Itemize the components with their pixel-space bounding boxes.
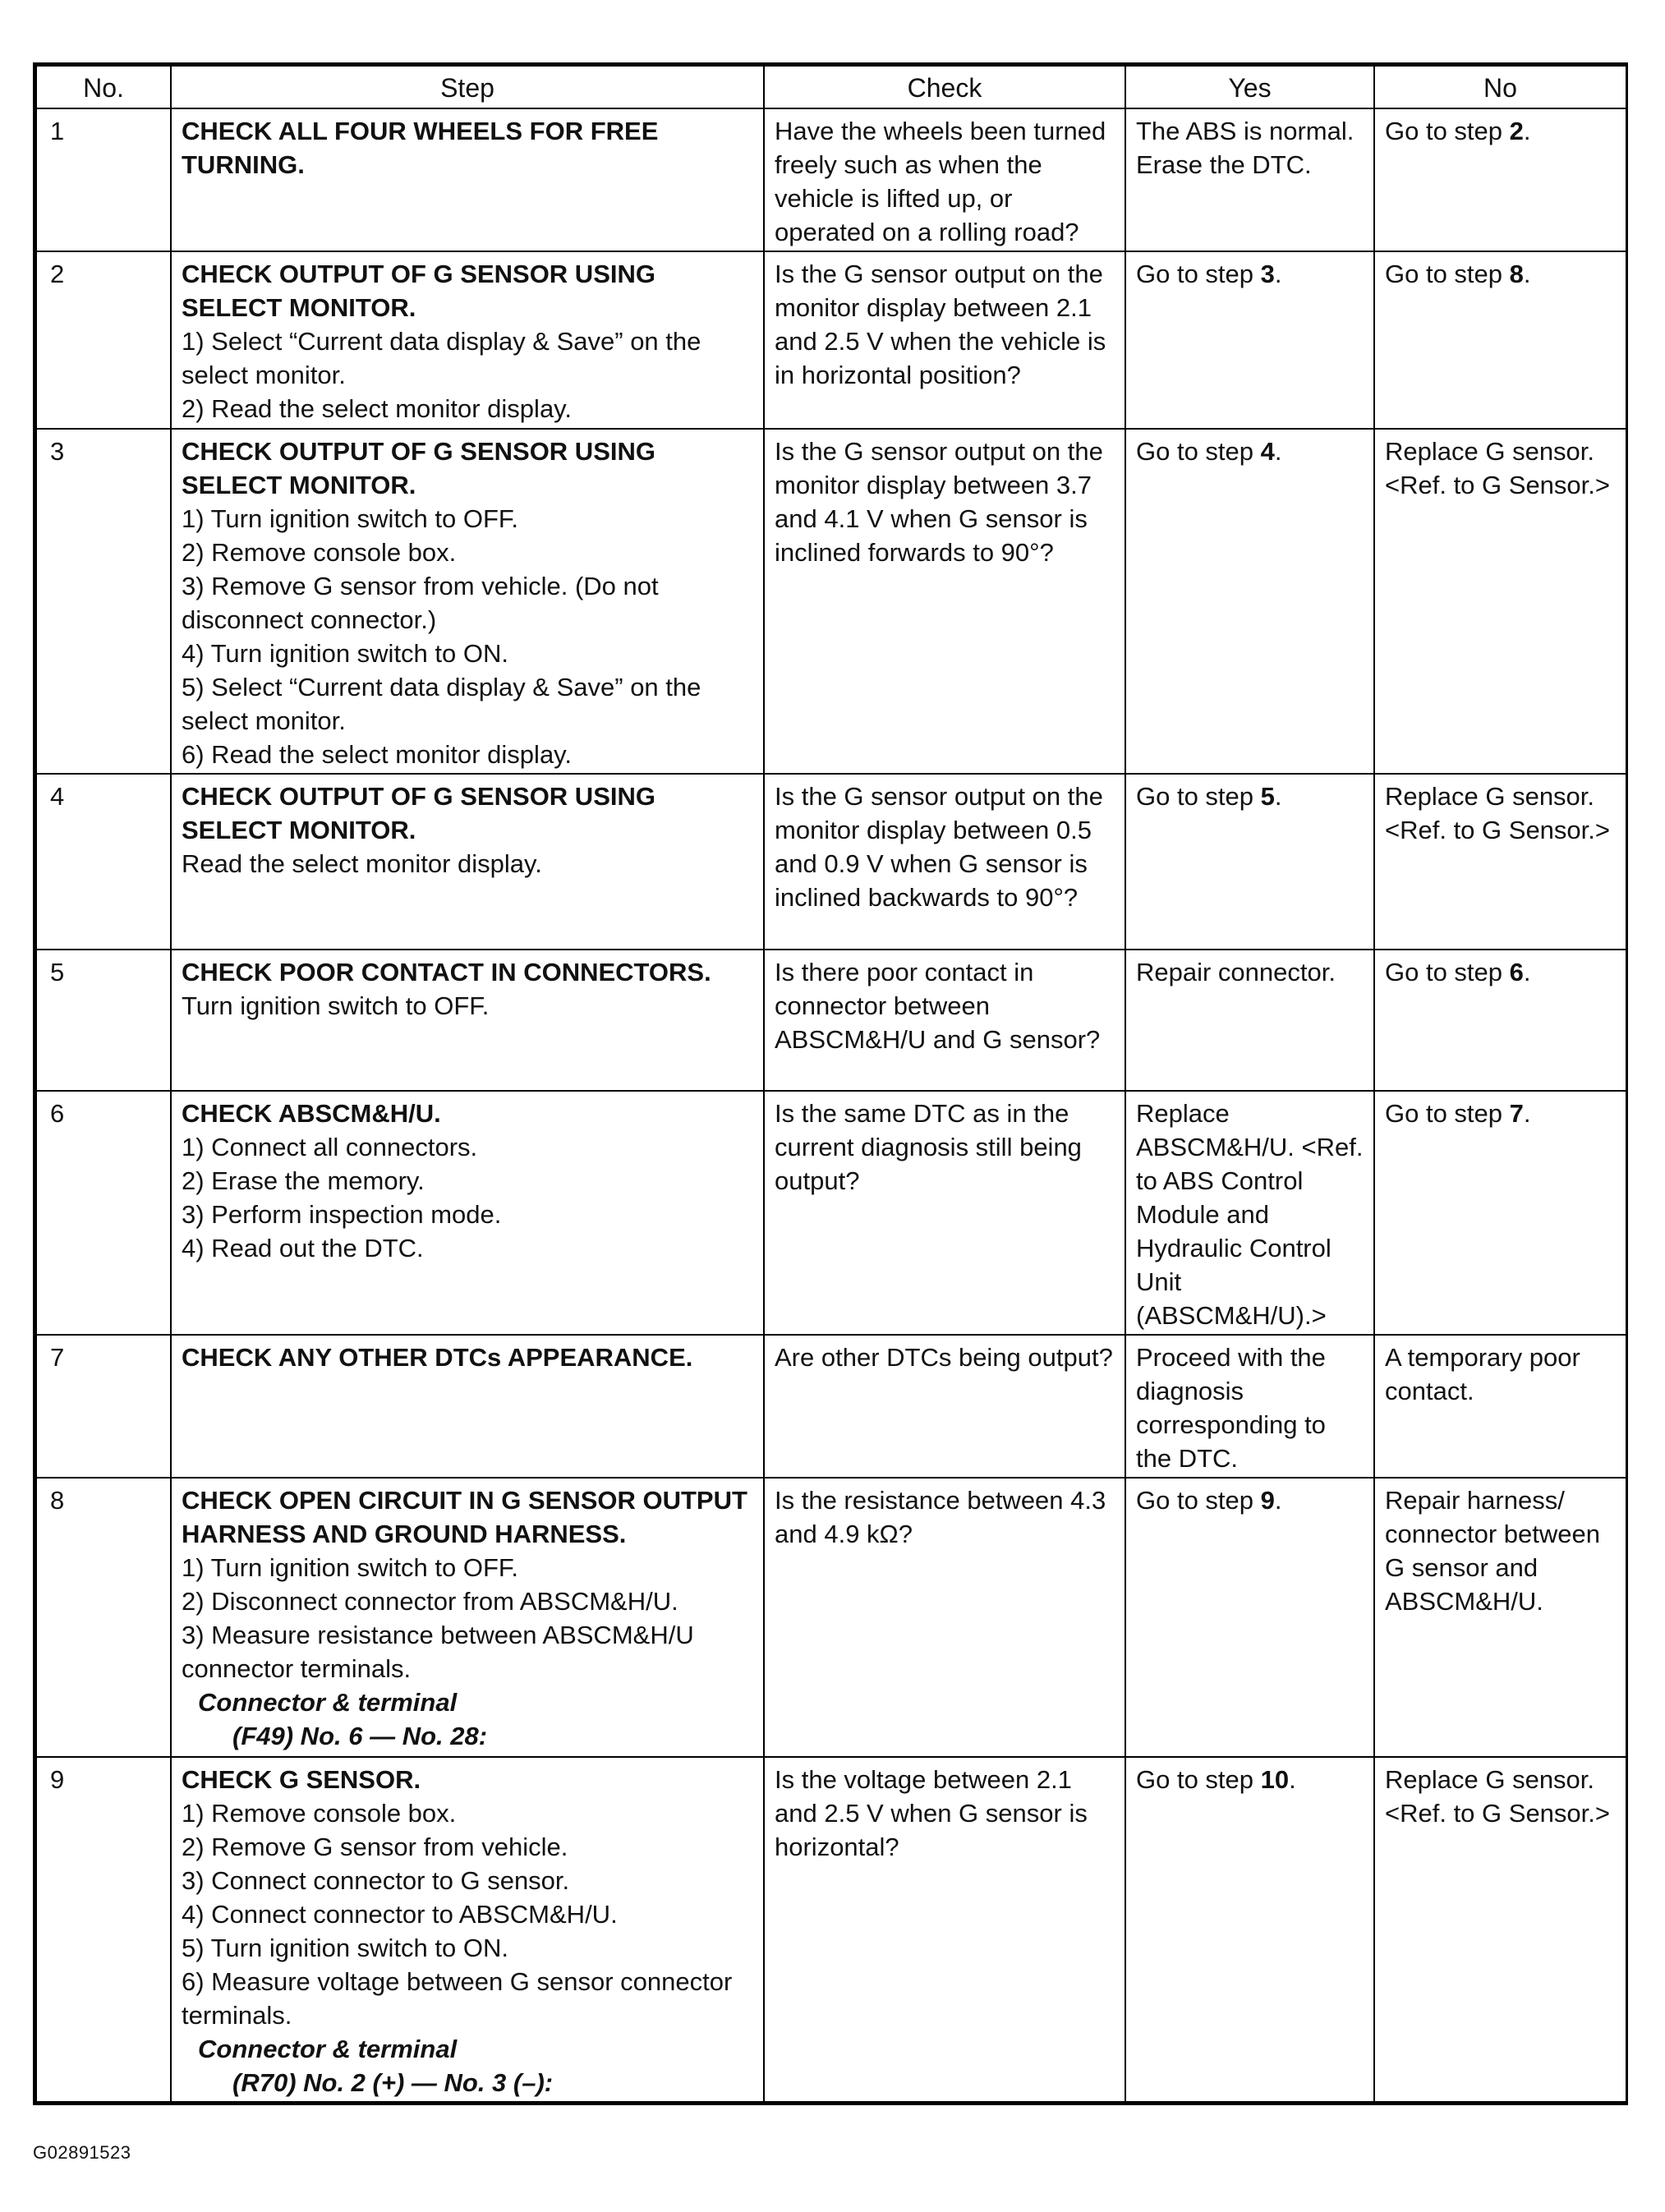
check-question: Is there poor contact in connector between ABSCM&H/U and G sensor? (764, 950, 1125, 1091)
no-action: Repair harness/ connector between G sensor and ABSCM&H/U. (1374, 1478, 1626, 1757)
no-action: A temporary poor contact. (1374, 1335, 1626, 1478)
yes-action: Go to step 5. (1125, 774, 1374, 950)
yes-action: Go to step 10. (1125, 1757, 1374, 2102)
yes-action: Go to step 9. (1125, 1478, 1374, 1757)
check-question: Have the wheels been turned freely such as when the vehicle is lifted up, or operated on a rolling road? (764, 108, 1125, 251)
step-instruction: 2) Disconnect connector from ABSCM&H/U. (182, 1587, 678, 1616)
table-row (36, 108, 1626, 251)
step-cell (171, 1478, 764, 1757)
step-title: CHECK OUTPUT OF G SENSOR USING SELECT MONITOR. (182, 260, 655, 322)
step-instruction: 4) Read out the DTC. (182, 1234, 424, 1262)
step-number: 4 (36, 774, 171, 950)
step-instruction: 1) Connect all connectors. (182, 1133, 478, 1161)
check-question: Is the G sensor output on the monitor display between 0.5 and 0.9 V when G sensor is inclined backwards to 90°? (764, 774, 1125, 950)
step-number: 5 (36, 950, 171, 1091)
column-header-step: Step (171, 66, 764, 108)
yes-action: Proceed with the diagnosis corresponding to the DTC. (1125, 1335, 1374, 1478)
check-question: Is the G sensor output on the monitor display between 3.7 and 4.1 V when G sensor is inclined forwards to 90°? (764, 429, 1125, 774)
column-header-no: No. (36, 66, 171, 108)
step-reference: 5 (1260, 782, 1275, 811)
step-instruction: Turn ignition switch to OFF. (182, 991, 490, 1020)
step-instruction: 4) Turn ignition switch to ON. (182, 639, 508, 668)
table-row (36, 1335, 1626, 1478)
connector-terminal: (R70) No. 2 (+) — No. 3 (–): (232, 2068, 554, 2097)
check-question: Is the G sensor output on the monitor display between 2.1 and 2.5 V when the vehicle is in horizontal position? (764, 251, 1125, 429)
yes-action: Replace ABSCM&H/U. <Ref. to ABS Control Module and Hydraulic Control Unit (ABSCM&H/U).> (1125, 1091, 1374, 1335)
step-cell (171, 1757, 764, 2102)
step-reference: 2 (1509, 117, 1524, 145)
step-instruction: 3) Remove G sensor from vehicle. (Do not disconnect connector.) (182, 572, 659, 634)
check-question: Is the voltage between 2.1 and 2.5 V when G sensor is horizontal? (764, 1757, 1125, 2102)
table-row (36, 1091, 1626, 1335)
step-title: CHECK ALL FOUR WHEELS FOR FREE TURNING. (182, 117, 659, 179)
step-reference: 3 (1260, 260, 1275, 288)
table-row (36, 1478, 1626, 1757)
no-action: Go to step 8. (1374, 251, 1626, 429)
step-reference: 9 (1260, 1486, 1275, 1515)
step-cell (171, 251, 764, 429)
connector-terminal: (F49) No. 6 — No. 28: (232, 1722, 488, 1750)
yes-action: Repair connector. (1125, 950, 1374, 1091)
step-cell (171, 1335, 764, 1478)
table-row (36, 1757, 1626, 2102)
step-title: CHECK ANY OTHER DTCs APPEARANCE. (182, 1343, 693, 1372)
step-instruction: 5) Select “Current data display & Save” on the select monitor. (182, 673, 701, 735)
step-instruction: 4) Connect connector to ABSCM&H/U. (182, 1900, 618, 1929)
step-cell (171, 429, 764, 774)
step-title: CHECK POOR CONTACT IN CONNECTORS. (182, 958, 711, 986)
no-action: Replace G sensor. <Ref. to G Sensor.> (1374, 429, 1626, 774)
step-instruction: 1) Select “Current data display & Save” on the select monitor. (182, 327, 701, 389)
step-instruction: 3) Perform inspection mode. (182, 1200, 502, 1229)
step-instruction: Read the select monitor display. (182, 849, 542, 878)
step-reference: 7 (1509, 1099, 1524, 1128)
yes-action: Go to step 3. (1125, 251, 1374, 429)
figure-code: G02891523 (33, 2142, 131, 2163)
column-header-yes: Yes (1125, 66, 1374, 108)
step-title: CHECK ABSCM&H/U. (182, 1099, 441, 1128)
step-title: CHECK G SENSOR. (182, 1765, 421, 1794)
no-action: Replace G sensor. <Ref. to G Sensor.> (1374, 1757, 1626, 2102)
step-reference: 10 (1260, 1765, 1290, 1794)
step-reference: 8 (1509, 260, 1524, 288)
step-instruction: 1) Turn ignition switch to OFF. (182, 504, 519, 533)
column-header-check: Check (764, 66, 1125, 108)
column-header-no-answer: No (1374, 66, 1626, 108)
steps-table (35, 65, 1627, 2103)
step-instruction: 6) Measure voltage between G sensor connector terminals. (182, 1967, 733, 2030)
step-instruction: 5) Turn ignition switch to ON. (182, 1934, 508, 1962)
step-cell (171, 950, 764, 1091)
step-cell (171, 774, 764, 950)
diagnostic-procedure-table (33, 62, 1628, 2105)
yes-action: The ABS is normal. Erase the DTC. (1125, 108, 1374, 251)
header-row (36, 66, 1626, 108)
step-number: 1 (36, 108, 171, 251)
table-row (36, 774, 1626, 950)
no-action: Go to step 6. (1374, 950, 1626, 1091)
step-number: 7 (36, 1335, 171, 1478)
connector-label: Connector & terminal (198, 1688, 458, 1717)
step-reference: 4 (1260, 437, 1275, 466)
step-instruction: 1) Remove console box. (182, 1799, 457, 1828)
step-instruction: 2) Remove console box. (182, 538, 457, 567)
no-action: Go to step 2. (1374, 108, 1626, 251)
step-instruction: 2) Read the select monitor display. (182, 394, 572, 423)
no-action: Go to step 7. (1374, 1091, 1626, 1335)
step-number: 6 (36, 1091, 171, 1335)
step-instruction: 3) Connect connector to G sensor. (182, 1866, 570, 1895)
check-question: Is the same DTC as in the current diagnosis still being output? (764, 1091, 1125, 1335)
step-instruction: 6) Read the select monitor display. (182, 740, 572, 769)
step-instruction: 2) Remove G sensor from vehicle. (182, 1833, 568, 1861)
step-instruction: 2) Erase the memory. (182, 1166, 425, 1195)
no-action: Replace G sensor. <Ref. to G Sensor.> (1374, 774, 1626, 950)
connector-label: Connector & terminal (198, 2035, 458, 2063)
step-instruction: 1) Turn ignition switch to OFF. (182, 1553, 519, 1582)
step-number: 2 (36, 251, 171, 429)
table-row (36, 950, 1626, 1091)
step-number: 8 (36, 1478, 171, 1757)
step-title: CHECK OUTPUT OF G SENSOR USING SELECT MONITOR. (182, 782, 655, 844)
check-question: Are other DTCs being output? (764, 1335, 1125, 1478)
step-cell (171, 1091, 764, 1335)
table-row (36, 251, 1626, 429)
check-question: Is the resistance between 4.3 and 4.9 kΩ? (764, 1478, 1125, 1757)
step-title: CHECK OUTPUT OF G SENSOR USING SELECT MONITOR. (182, 437, 655, 499)
step-title: CHECK OPEN CIRCUIT IN G SENSOR OUTPUT HARNESS AND GROUND HARNESS. (182, 1486, 747, 1548)
step-number: 9 (36, 1757, 171, 2102)
step-reference: 6 (1509, 958, 1524, 986)
step-cell (171, 108, 764, 251)
step-number: 3 (36, 429, 171, 774)
yes-action: Go to step 4. (1125, 429, 1374, 774)
table-row (36, 429, 1626, 774)
step-instruction: 3) Measure resistance between ABSCM&H/U connector terminals. (182, 1621, 694, 1683)
